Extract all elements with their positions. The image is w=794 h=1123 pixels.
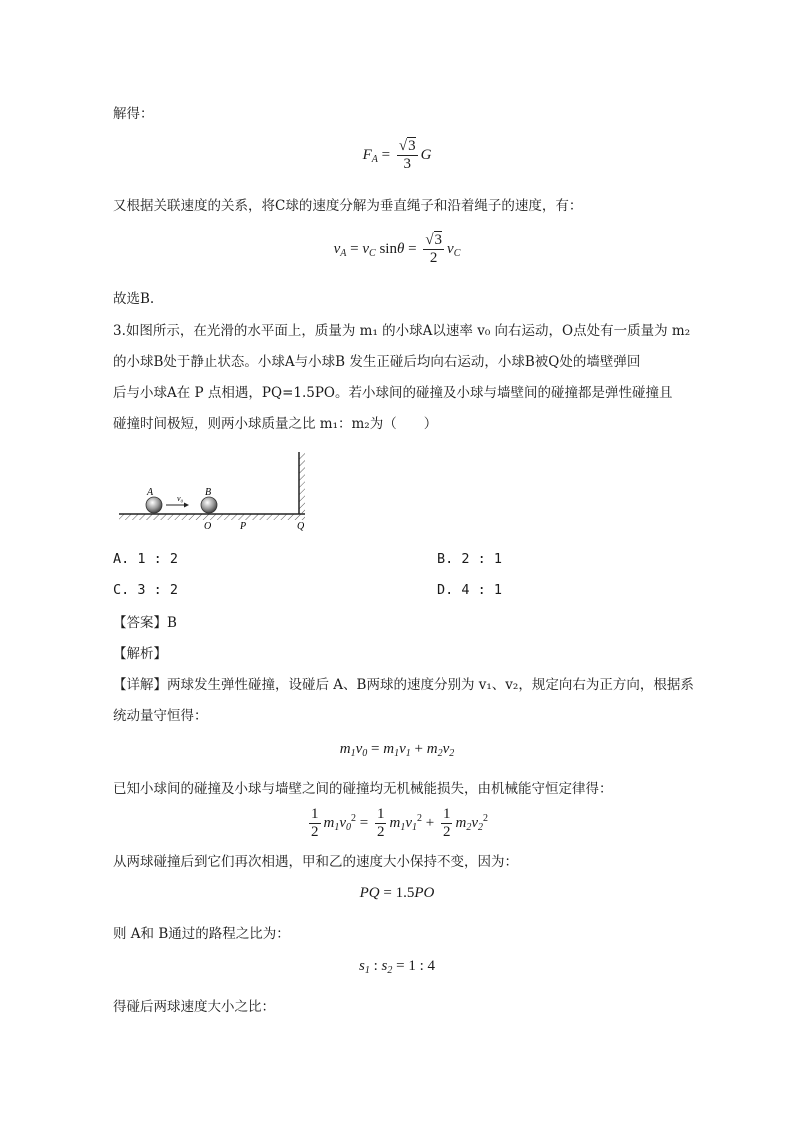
label-p: P (240, 521, 247, 532)
meet-line: 从两球碰撞后到它们再次相遇，甲和乙的速度大小保持不变，因为： (113, 854, 518, 870)
path-line: 则 A和 B通过的路程之比为： (113, 926, 290, 942)
detail-line-2: 统动量守恒得： (113, 708, 208, 724)
wall-hatch (299, 452, 305, 514)
equation-momentum: $m_1v_0 = m_1v_1 + m_2v_2$ (339, 741, 455, 759)
equation-va: $v_A = v_C$ sinθ = $\frac{√3}{2}$ $v_C$ (333, 232, 461, 266)
q3-line-2: 的小球B处于静止状态。小球A与小球B 发生正碰后均向右运动，小球B被Q处的墙壁弹回 (113, 354, 641, 370)
option-b[interactable]: B. 2 : 1 (437, 551, 503, 567)
text-relation: 又根据关联速度的关系，将C球的速度分解为垂直绳子和沿着绳子的速度，有： (113, 198, 583, 214)
ball-a (146, 497, 162, 513)
equation-energy: $\frac{1}{2}$ $m_1v_0^2$ = $\frac{1}{2}$ $m_1v_1^2$ + $\frac{1}{2}$ $m_2v_2^2$ (311, 806, 488, 840)
answer: 【答案】B (113, 615, 177, 631)
analysis-heading: 【解析】 (113, 646, 167, 662)
label-v0: v₀ (177, 494, 184, 503)
equation-pq: PQ = 1.5PO (359, 885, 435, 901)
detail-line-1: 【详解】两球发生弹性碰撞，设碰后 A、B两球的速度分别为 v₁、v₂，规定向右为正方向，根据系 (113, 677, 694, 693)
ball-b (201, 497, 217, 513)
text-guxuan: 故选B. (113, 291, 155, 307)
q3-line-3: 后与小球A在 P 点相遇，PQ=1.5PO。若小球间的碰撞及小球与墙壁间的碰撞都是弹性碰撞且 (113, 385, 673, 401)
arrow-head (184, 503, 189, 508)
option-c[interactable]: C. 3 : 2 (113, 582, 179, 598)
q3-line-1: 3.如图所示，在光滑的水平面上，质量为 m₁ 的小球A以速率 v₀ 向右运动，O点处有一质量为 m₂ (113, 323, 691, 339)
equation-fa: $F_A$ = $\frac{√3}{3}$ G (362, 138, 432, 172)
floor-hatch (119, 514, 305, 520)
collision-figure (113, 440, 313, 540)
label-q: Q (297, 521, 305, 532)
option-a[interactable]: A. 1 : 2 (113, 551, 179, 567)
q3-line-4: 碰撞时间极短，则两小球质量之比 m₁：m₂为（ ） (113, 416, 438, 432)
label-a: A (147, 487, 154, 498)
equation-ratio: $s_1$ : $s_2 = 1$ : 4 (359, 958, 435, 976)
option-d[interactable]: D. 4 : 1 (437, 582, 503, 598)
energy-line: 已知小球间的碰撞及小球与墙壁之间的碰撞均无机械能损失，由机械能守恒定律得： (113, 781, 613, 797)
speed-ratio-line: 得碰后两球速度大小之比： (113, 999, 275, 1015)
label-o: O (204, 521, 212, 532)
label-b: B (205, 487, 212, 498)
text-jiede: 解得： (113, 106, 154, 122)
